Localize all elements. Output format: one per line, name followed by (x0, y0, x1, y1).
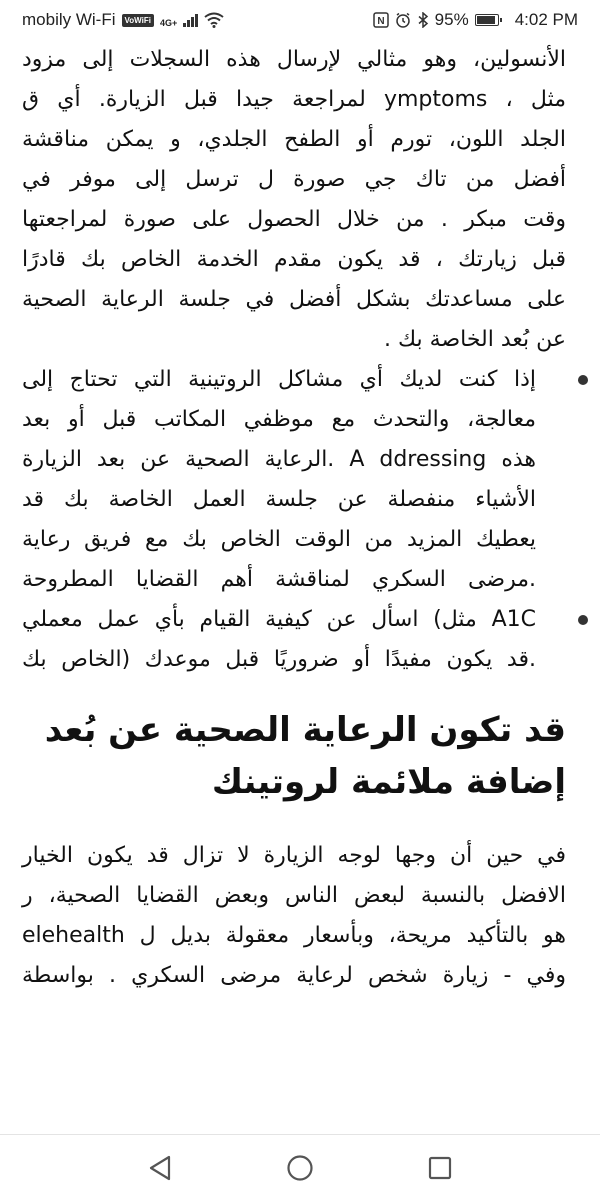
battery-percent: 95% (434, 10, 469, 29)
text-line: يعطيك المزيد من الوقت الخاص بك مع فريق رعاية (22, 527, 536, 552)
text-line: .قد يكون مفيدًا أو ضروريًا قبل موعدك (الخاص بك (22, 647, 536, 672)
text-line: هو بالتأكيد مريحة، وبأسعار معقولة بديل ل elehealth (22, 923, 566, 948)
bullet-item-2 (22, 600, 566, 680)
text-line: الأشياء منفصلة عن جلسة العمل الخاصة بك قد (22, 487, 536, 512)
text-line: في حين أن وجها لوجه الزيارة لا تزال قد يكون الخيار (22, 843, 566, 868)
article-content (0, 40, 600, 1134)
recents-icon (427, 1155, 453, 1181)
nfc-icon (373, 12, 389, 28)
heading-line: إضافة ملائمة لروتينك (211, 762, 566, 802)
alarm-icon (395, 12, 411, 28)
text-line: الأنسولين، وهو مثالي لإرسال هذه السجلات إلى مزود (22, 47, 566, 72)
text-line: على مساعدتك بشكل أفضل في جلسة الرعاية الصحية (22, 287, 566, 312)
paragraph-2 (22, 836, 566, 996)
text-line: عن بُعد الخاصة بك . (384, 327, 566, 352)
text-line: معالجة، والتحدث مع موظفي المكاتب قبل أو بعد (22, 407, 536, 432)
section-heading (22, 704, 566, 808)
navigation-bar (0, 1134, 600, 1200)
text-line: مثل ، ymptoms لمراجعة جيدا قبل الزيارة. أي ق (22, 87, 566, 112)
text-line: أفضل من تاك جي صورة ل ترسل إلى موفر في (22, 167, 566, 192)
home-icon (286, 1154, 314, 1182)
bullet-icon (578, 375, 588, 385)
bluetooth-icon (417, 12, 429, 28)
clock: 4:02 PM (514, 10, 578, 29)
status-bar (0, 0, 600, 40)
text-line: وقت مبكر . من خلال الحصول على صورة لمراجعتها (22, 207, 566, 232)
text-line: هذه A ddressing .الرعاية الصحية عن بعد الزيارة (22, 447, 537, 472)
heading-line: قد تكون الرعاية الصحية عن بُعد (44, 710, 566, 750)
home-button[interactable] (280, 1148, 320, 1188)
back-icon (147, 1154, 173, 1182)
signal-icon (183, 13, 198, 27)
text-line: قبل زيارتك ، قد يكون مقدم الخدمة الخاص بك قادرًا (22, 247, 566, 272)
status-right (373, 10, 578, 30)
svg-text:N: N (377, 16, 385, 27)
text-line: إذا كنت لديك أي مشاكل الروتينية التي تحتاج إلى (22, 367, 536, 392)
text-line: .مرضى السكري لمناقشة أهم القضايا المطروحة (22, 567, 536, 592)
paragraph-1 (22, 40, 566, 360)
vowifi-icon: VoWiFi (122, 14, 154, 27)
back-button[interactable] (140, 1148, 180, 1188)
text-line: وفي - زيارة شخص لرعاية مرضى السكري . بواسطة (22, 963, 566, 988)
bullet-icon (578, 615, 588, 625)
text-line: A1C مثل) اسأل عن كيفية القيام بأي عمل معملي (22, 607, 536, 632)
text-line: الافضل بالنسبة لبعض الناس وبعض القضايا الصحية، ر (22, 883, 566, 908)
battery-icon (475, 14, 499, 26)
recents-button[interactable] (420, 1148, 460, 1188)
network-type-label: 4G+ (159, 18, 178, 28)
carrier-label: mobily Wi-Fi (22, 10, 116, 29)
status-left (22, 10, 224, 30)
text-line: الجلد اللون، تورم أو الطفح الجلدي، و يمكن مناقشة (22, 127, 566, 152)
wifi-icon (204, 12, 224, 28)
bullet-item-1 (22, 360, 566, 600)
